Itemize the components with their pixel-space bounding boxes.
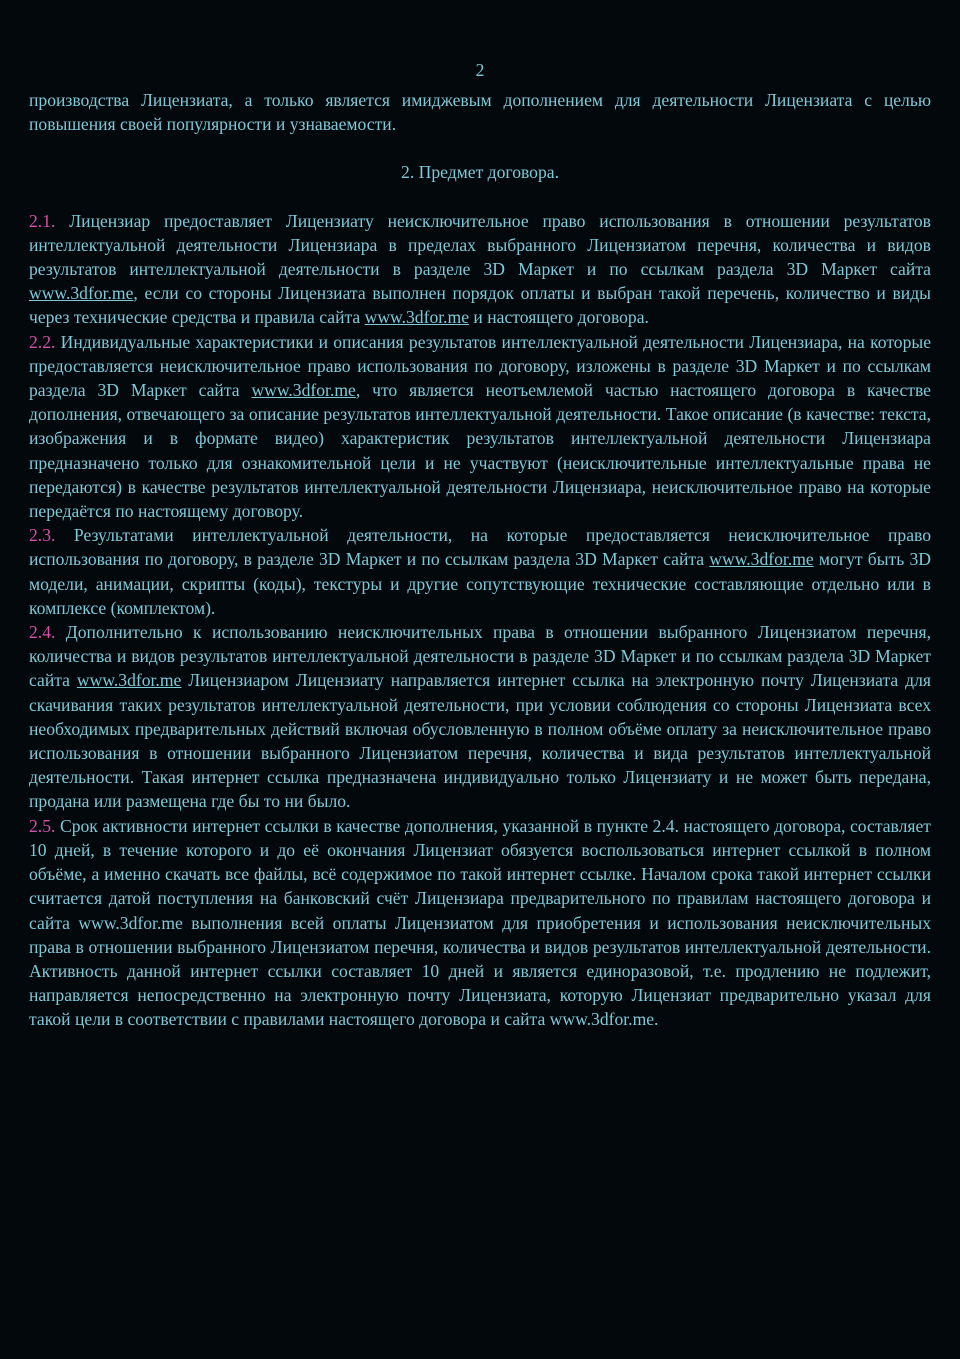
site-link[interactable]: www.3dfor.me [76,670,182,691]
clause-text: , если со стороны Лицензиата выполнен порядок оплаты и выбран такой перечень, количество и виды через технические средства и правила сайта [29,283,931,328]
site-link[interactable]: www.3dfor.me [709,549,814,570]
clause-2-2 [29,330,931,524]
clause-2-3 [29,523,931,620]
clause-number: 2.3. [29,525,56,546]
section-title: 2. Предмет договора. [401,162,559,183]
site-link[interactable]: www.3dfor.me [364,307,470,328]
clause-2-1 [29,209,931,330]
clause-text: могут быть 3D модели, анимации, скрипты (коды), текстуры и другие сопутствующие технические составляющие отдельно или в комплексе (комплектом). [29,549,931,618]
clause-text: Результатами интеллектуальной деятельности, на которые предоставляется неисключительное право использования по договору, в разделе 3D Маркет и по ссылкам раздела 3D Маркет сайта [29,525,931,570]
clause-text: Лицензиар предоставляет Лицензиату неисключительное право использования в отношении результатов интеллектуальной деятельности Лицензиара в пределах выбранного Лицензиатом перечня, количества и видов результатов интеллектуальной деятельности в разделе 3D Маркет и по ссылкам раздела 3D Маркет сайта [29,210,931,280]
clause-number: 2.5. [29,815,56,836]
page-number: 2 [475,60,485,80]
clause-number: 2.2. [29,331,56,352]
site-link[interactable]: www.3dfor.me [251,380,356,401]
clause-text: Дополнительно к использованию неисключительных права в отношении выбранного Лицензиатом перечня, количества и видов результатов интеллектуальной деятельности в разделе 3D Маркет и по ссылкам раздела 3D Маркет сайта [29,622,931,691]
intro-paragraph: производства Лицензиата, а только является имиджевым дополнением для деятельности Лицензиата с целью повышения своей популярности и узнаваемости. [29,90,931,135]
clause-text: , что является неотъемлемой частью настоящего договора в качестве дополнения, отвечающего за описание результатов интеллектуальной деятельности. Такое описание (в качестве: текста, изображения и в формате видео) характеристик результатов интеллектуальной деятельности Лицензиара предназначено только для ознакомительной цели и не участвуют (неисключительные интеллектуальные права не передаются) в качестве результатов интеллектуальной деятельности Лицензиара, неисключительное право на которые передаётся по настоящему договору. [29,380,931,522]
clause-text: Индивидуальные характеристики и описания результатов интеллектуальной деятельности Лицензиара, на которые предоставляется неисключительное право использования по договору, изложены в разделе 3D Маркет и по ссылкам раздела 3D Маркет сайта [29,331,931,401]
clause-2-5 [29,814,931,1032]
document-page [29,58,931,1032]
clause-2-4 [29,620,931,814]
clause-number: 2.1. [29,210,56,231]
clause-text: Срок активности интернет ссылки в качестве дополнения, указанной в пункте 2.4. настоящего договора, составляет 10 дней, в течение которого и до её окончания Лицензиат обязуется воспользоваться интернет ссылкой в полном объёме, а именно скачать все файлы, всё содержимое по такой интернет ссылке. Началом срока такой интернет ссылки считается датой поступления на банковский счёт Лицензиара предварительного по правилам настоящего договора и сайта www.3dfor.me выполнения всей оплаты Лицензиатом для приобретения и использования неисключительных права в отношении выбранного Лицензиатом перечня, количества и видов результатов интеллектуальной деятельности. Активность данной интернет ссылки составляет 10 дней и является единоразовой, т.е. продлению не подлежит, направляется непосредственно на электронную почту Лицензиата, которую Лицензиат предварительно указал для такой цели в соответствии с правилами настоящего договора и сайта www.3dfor.me. [29,815,931,1030]
clause-text: Лицензиаром Лицензиату направляется интернет ссылка на электронную почту Лицензиата для скачивания таких результатов интеллектуальной деятельности, при условии соблюдения со стороны Лицензиата всех необходимых предварительных действий включая обусловленную в полном объёме оплату за неисключительное право использования в отношении выбранного Лицензиатом перечня, количества и вида результатов интеллектуальной деятельности. Такая интернет ссылка предназначена индивидуально только Лицензиату и не может быть передана, продана или размещена где бы то ни было. [29,670,932,812]
clause-text: и настоящего договора. [469,307,649,328]
clause-number: 2.4. [29,622,56,643]
site-link[interactable]: www.3dfor.me [29,283,134,304]
